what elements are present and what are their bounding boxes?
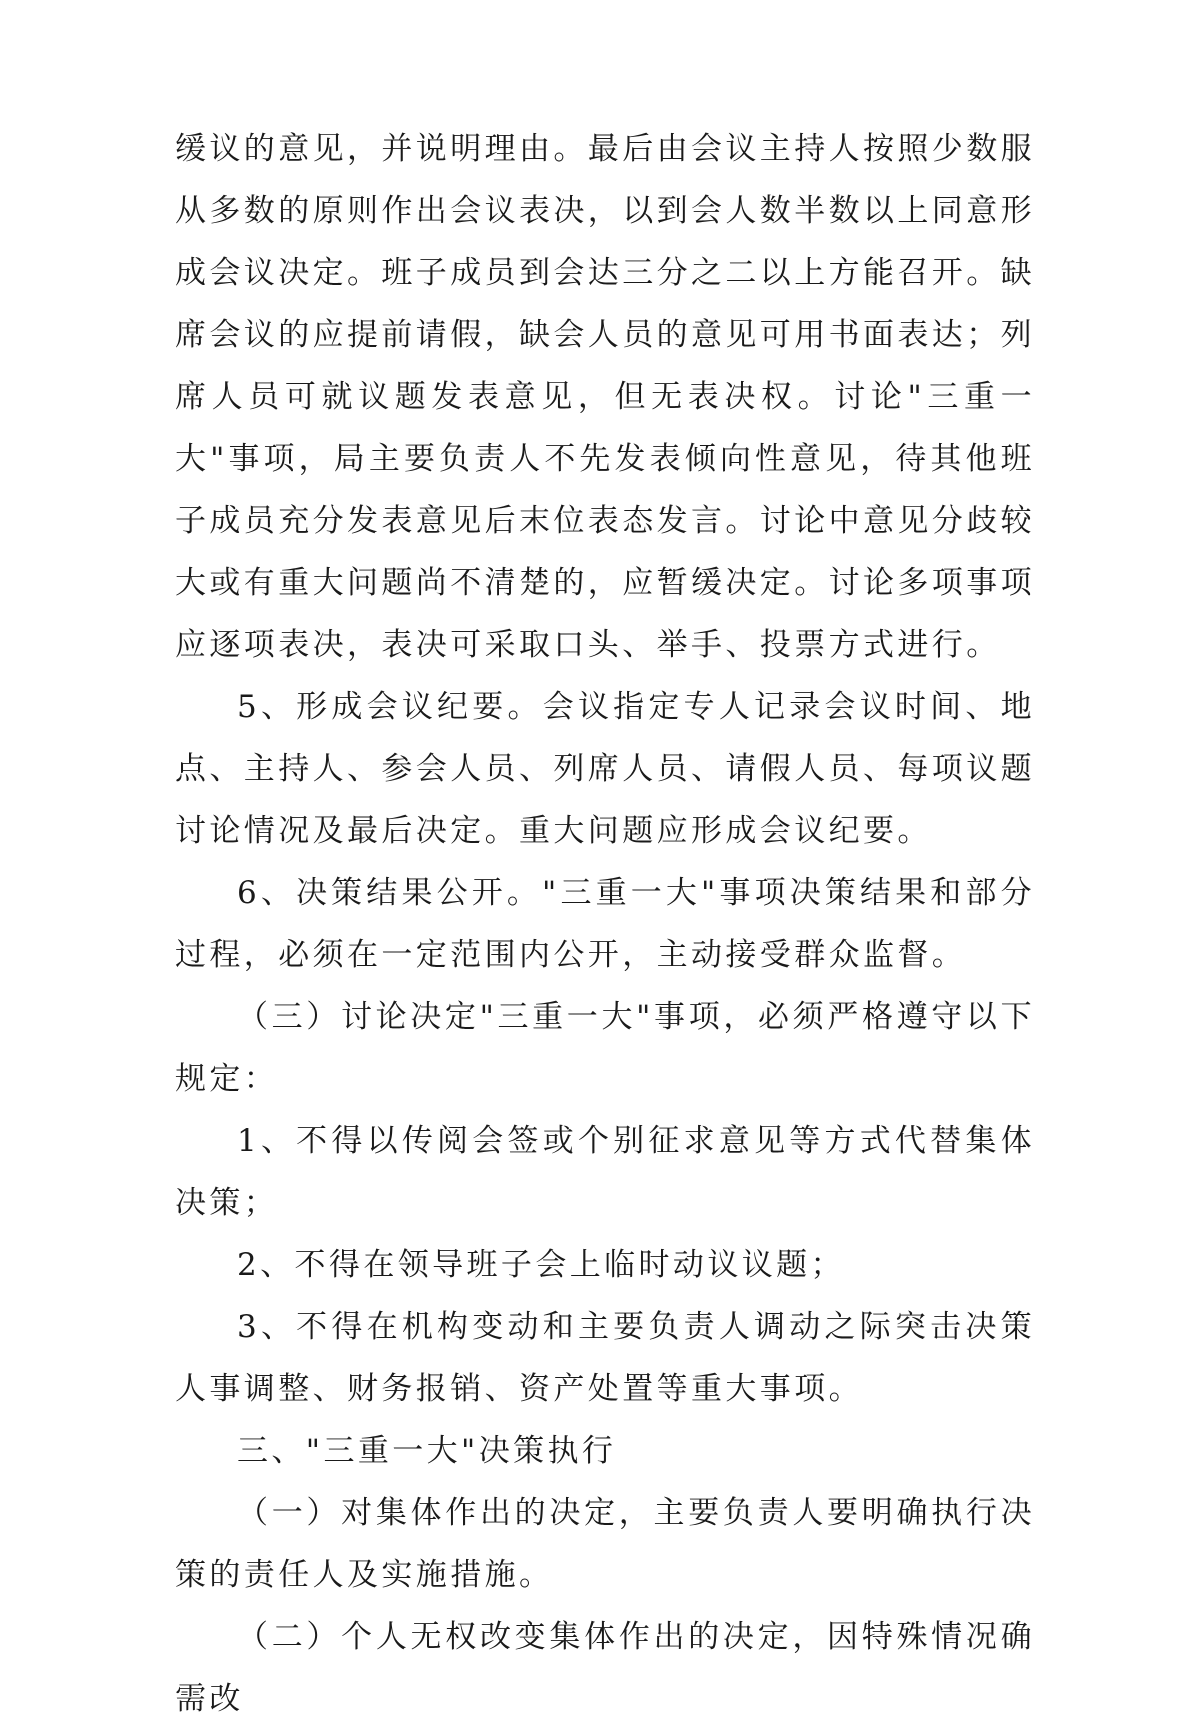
paragraph-rule-2: 2、不得在领导班子会上临时动议议题； <box>237 1247 845 1283</box>
paragraph-subsection-2: （二）个人无权改变集体作出的决定，因特殊情况确需改 <box>175 1619 1035 1717</box>
paragraph-subsection-1: （一）对集体作出的决定，主要负责人要明确执行决策的责任人及实施措施。 <box>175 1495 1035 1593</box>
document-body <box>175 118 1035 1730</box>
paragraph-item-5: 5、形成会议纪要。会议指定专人记录会议时间、地点、主持人、参会人员、列席人员、请假人员、每项议题讨论情况及最后决定。重大问题应形成会议纪要。 <box>175 689 1035 849</box>
paragraph-item-6: 6、决策结果公开。"三重一大"事项决策结果和部分过程，必须在一定范围内公开，主动接受群众监督。 <box>175 875 1035 973</box>
paragraph-rule-1: 1、不得以传阅会签或个别征求意见等方式代替集体决策； <box>175 1123 1035 1221</box>
section-heading-3: 三、"三重一大"决策执行 <box>237 1433 617 1469</box>
paragraph-section-3: （三）讨论决定"三重一大"事项，必须严格遵守以下规定： <box>175 999 1035 1097</box>
paragraph-continuation: 缓议的意见，并说明理由。最后由会议主持人按照少数服从多数的原则作出会议表决，以到会人数半数以上同意形成会议决定。班子成员到会达三分之二以上方能召开。缺席会议的应提前请假，缺会人员的意见可用书面表达；列席人员可就议题发表意见，但无表决权。讨论"三重一大"事项，局主要负责人不先发表倾向性意见，待其他班子成员充分发表意见后末位表态发言。讨论中意见分歧较大或有重大问题尚不清楚的，应暂缓决定。讨论多项事项应逐项表决，表决可采取口头、举手、投票方式进行。 <box>175 131 1035 663</box>
paragraph-rule-3: 3、不得在机构变动和主要负责人调动之际突击决策人事调整、财务报销、资产处置等重大事项。 <box>175 1309 1035 1407</box>
